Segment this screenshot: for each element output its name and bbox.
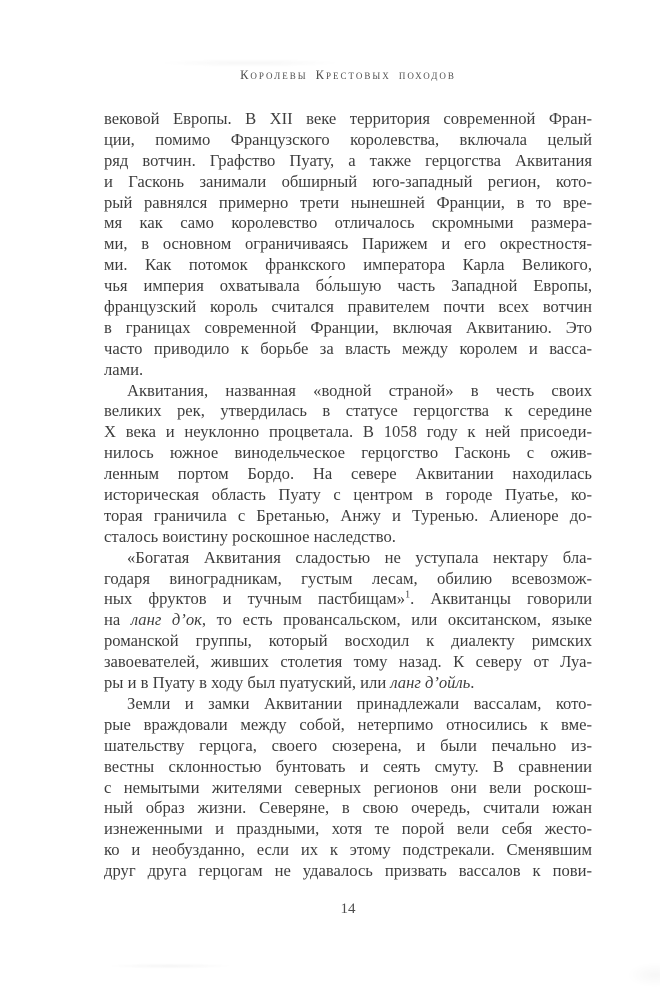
- text-segment: великих рек, утвердилась в статусе герцогства к середине: [104, 401, 592, 421]
- text-segment: сталось воистину роскошное наследство.: [104, 526, 396, 546]
- text-segment: в границах современной Франции, включая Аквитанию. Это: [104, 317, 592, 337]
- text-segment: ции, помимо Французского королевства, включала целый: [104, 129, 592, 149]
- text-line: [104, 610, 592, 631]
- text-line: [104, 401, 592, 422]
- text-segment: ми, в основном ограничиваясь Парижем и его окрестностя-: [104, 234, 592, 254]
- text-line: [104, 798, 592, 819]
- text-line: [104, 130, 592, 151]
- text-line: [104, 736, 592, 757]
- text-segment: изнеженными и праздными, хотя те порой вели себя жесто-: [104, 819, 592, 839]
- text-line: [104, 527, 592, 548]
- text-line: [104, 861, 592, 882]
- text-line: [104, 673, 592, 694]
- paragraph: [104, 694, 592, 882]
- text-line: [104, 339, 592, 360]
- page-number: 14: [340, 901, 356, 917]
- text-segment: .: [470, 673, 475, 693]
- text-line: [104, 694, 592, 715]
- text-segment: годаря виноградникам, густым лесам, обилию всевозмож-: [104, 568, 592, 588]
- footnote-reference: 1: [405, 589, 411, 601]
- text-line: [104, 297, 592, 318]
- text-segment: с немытыми жителями северных регионов они вели роскош-: [104, 777, 592, 797]
- text-segment: ко и необузданно, если их к этому подстрекали. Сменявшим: [104, 840, 592, 860]
- text-line: [104, 276, 592, 297]
- text-segment: Земли и замки Аквитании принадлежали вассалам, кото-: [127, 693, 592, 713]
- text-segment: рый равнялся примерно трети нынешней Франции, в то вре-: [104, 192, 592, 212]
- text-segment: шательству герцога, своего сюзерена, и были печально из-: [104, 735, 592, 755]
- text-segment: на: [104, 610, 131, 630]
- text-line: [104, 464, 592, 485]
- text-segment: чья империя охватывала бо́льшую часть Западной Европы,: [104, 276, 592, 296]
- text-line: [104, 652, 592, 673]
- text-line: [104, 778, 592, 799]
- text-line: [104, 506, 592, 527]
- text-line: [104, 193, 592, 214]
- text-line: [104, 109, 592, 130]
- text-segment: друг друга герцогам не удавалось призвать вассалов к пови-: [104, 861, 592, 881]
- paragraph: [104, 109, 592, 381]
- text-segment: ный образ жизни. Северяне, в свою очередь, считали южан: [104, 798, 592, 818]
- text-line: [104, 213, 592, 234]
- text-line: [104, 569, 592, 590]
- italic-term: ланг д’ойль: [390, 673, 471, 693]
- text-line: [104, 840, 592, 861]
- text-segment: нилось южное винодельческое герцогство Гасконь с ожив-: [104, 443, 592, 463]
- text-line: [104, 631, 592, 652]
- text-segment: завоевателей, живших столетия тому назад. К северу от Луа-: [104, 652, 592, 672]
- text-segment: и Гасконь занимали обширный юго-западный регион, кото-: [104, 171, 592, 191]
- text-segment: Аквитания, названная «водной страной» в честь своих: [127, 380, 592, 400]
- paragraph: [104, 548, 592, 694]
- text-segment: X века и неуклонно процветала. В 1058 году к ней присоеди-: [104, 422, 592, 442]
- italic-term: ланг д’ок: [130, 610, 202, 630]
- text-line: [104, 381, 592, 402]
- text-segment: ряд вотчин. Графство Пуату, а также герцогства Аквитания: [104, 150, 592, 170]
- text-line: [104, 234, 592, 255]
- text-segment: вестны склонностью бунтовать и сеять смуту. В сравнении: [104, 756, 592, 776]
- text-line: [104, 485, 592, 506]
- text-line: [104, 255, 592, 276]
- text-segment: рые враждовали между собой, нетерпимо относились к вме-: [104, 714, 592, 734]
- text-line: [104, 360, 592, 381]
- text-line: [104, 589, 592, 610]
- text-line: [104, 548, 592, 569]
- text-line: [104, 151, 592, 172]
- text-segment: часто приводило к борьбе за власть между королем и васса-: [104, 338, 592, 358]
- text-segment: торая граничила с Бретанью, Анжу и Туренью. Алиеноре до-: [104, 505, 592, 525]
- text-segment: лами.: [104, 359, 144, 379]
- text-segment: историческая область Пуату с центром в городе Пуатье, ко-: [104, 485, 592, 505]
- text-line: [104, 819, 592, 840]
- text-segment: . Аквитанцы говорили: [410, 589, 592, 609]
- text-line: [104, 422, 592, 443]
- text-segment: , то есть провансальском, или окситанском, языке: [201, 610, 592, 630]
- text-segment: ленным портом Бордо. На севере Аквитании находилась: [104, 464, 592, 484]
- text-line: [104, 715, 592, 736]
- text-block: [104, 109, 592, 882]
- running-head: Королевы Крестовых походов: [240, 68, 456, 82]
- text-segment: романской группы, который восходил к диалекту римских: [104, 631, 592, 651]
- text-segment: ных фруктов и тучным пастбищам»: [104, 589, 406, 609]
- text-line: [104, 318, 592, 339]
- text-line: [104, 757, 592, 778]
- text-segment: ры и в Пуату в ходу был пуатуский, или: [104, 673, 391, 693]
- text-segment: ми. Как потомок франкского императора Карла Великого,: [104, 255, 592, 275]
- text-segment: вековой Европы. В XII веке территория современной Фран-: [104, 109, 592, 128]
- text-line: [104, 443, 592, 464]
- text-segment: «Богатая Аквитания сладостью не уступала нектару бла-: [127, 547, 592, 567]
- text-line: [104, 172, 592, 193]
- paragraph: [104, 381, 592, 548]
- text-segment: французский король считался правителем почти всех вотчин: [104, 297, 592, 317]
- text-segment: мя как само королевство отличалось скромными размера-: [104, 213, 592, 233]
